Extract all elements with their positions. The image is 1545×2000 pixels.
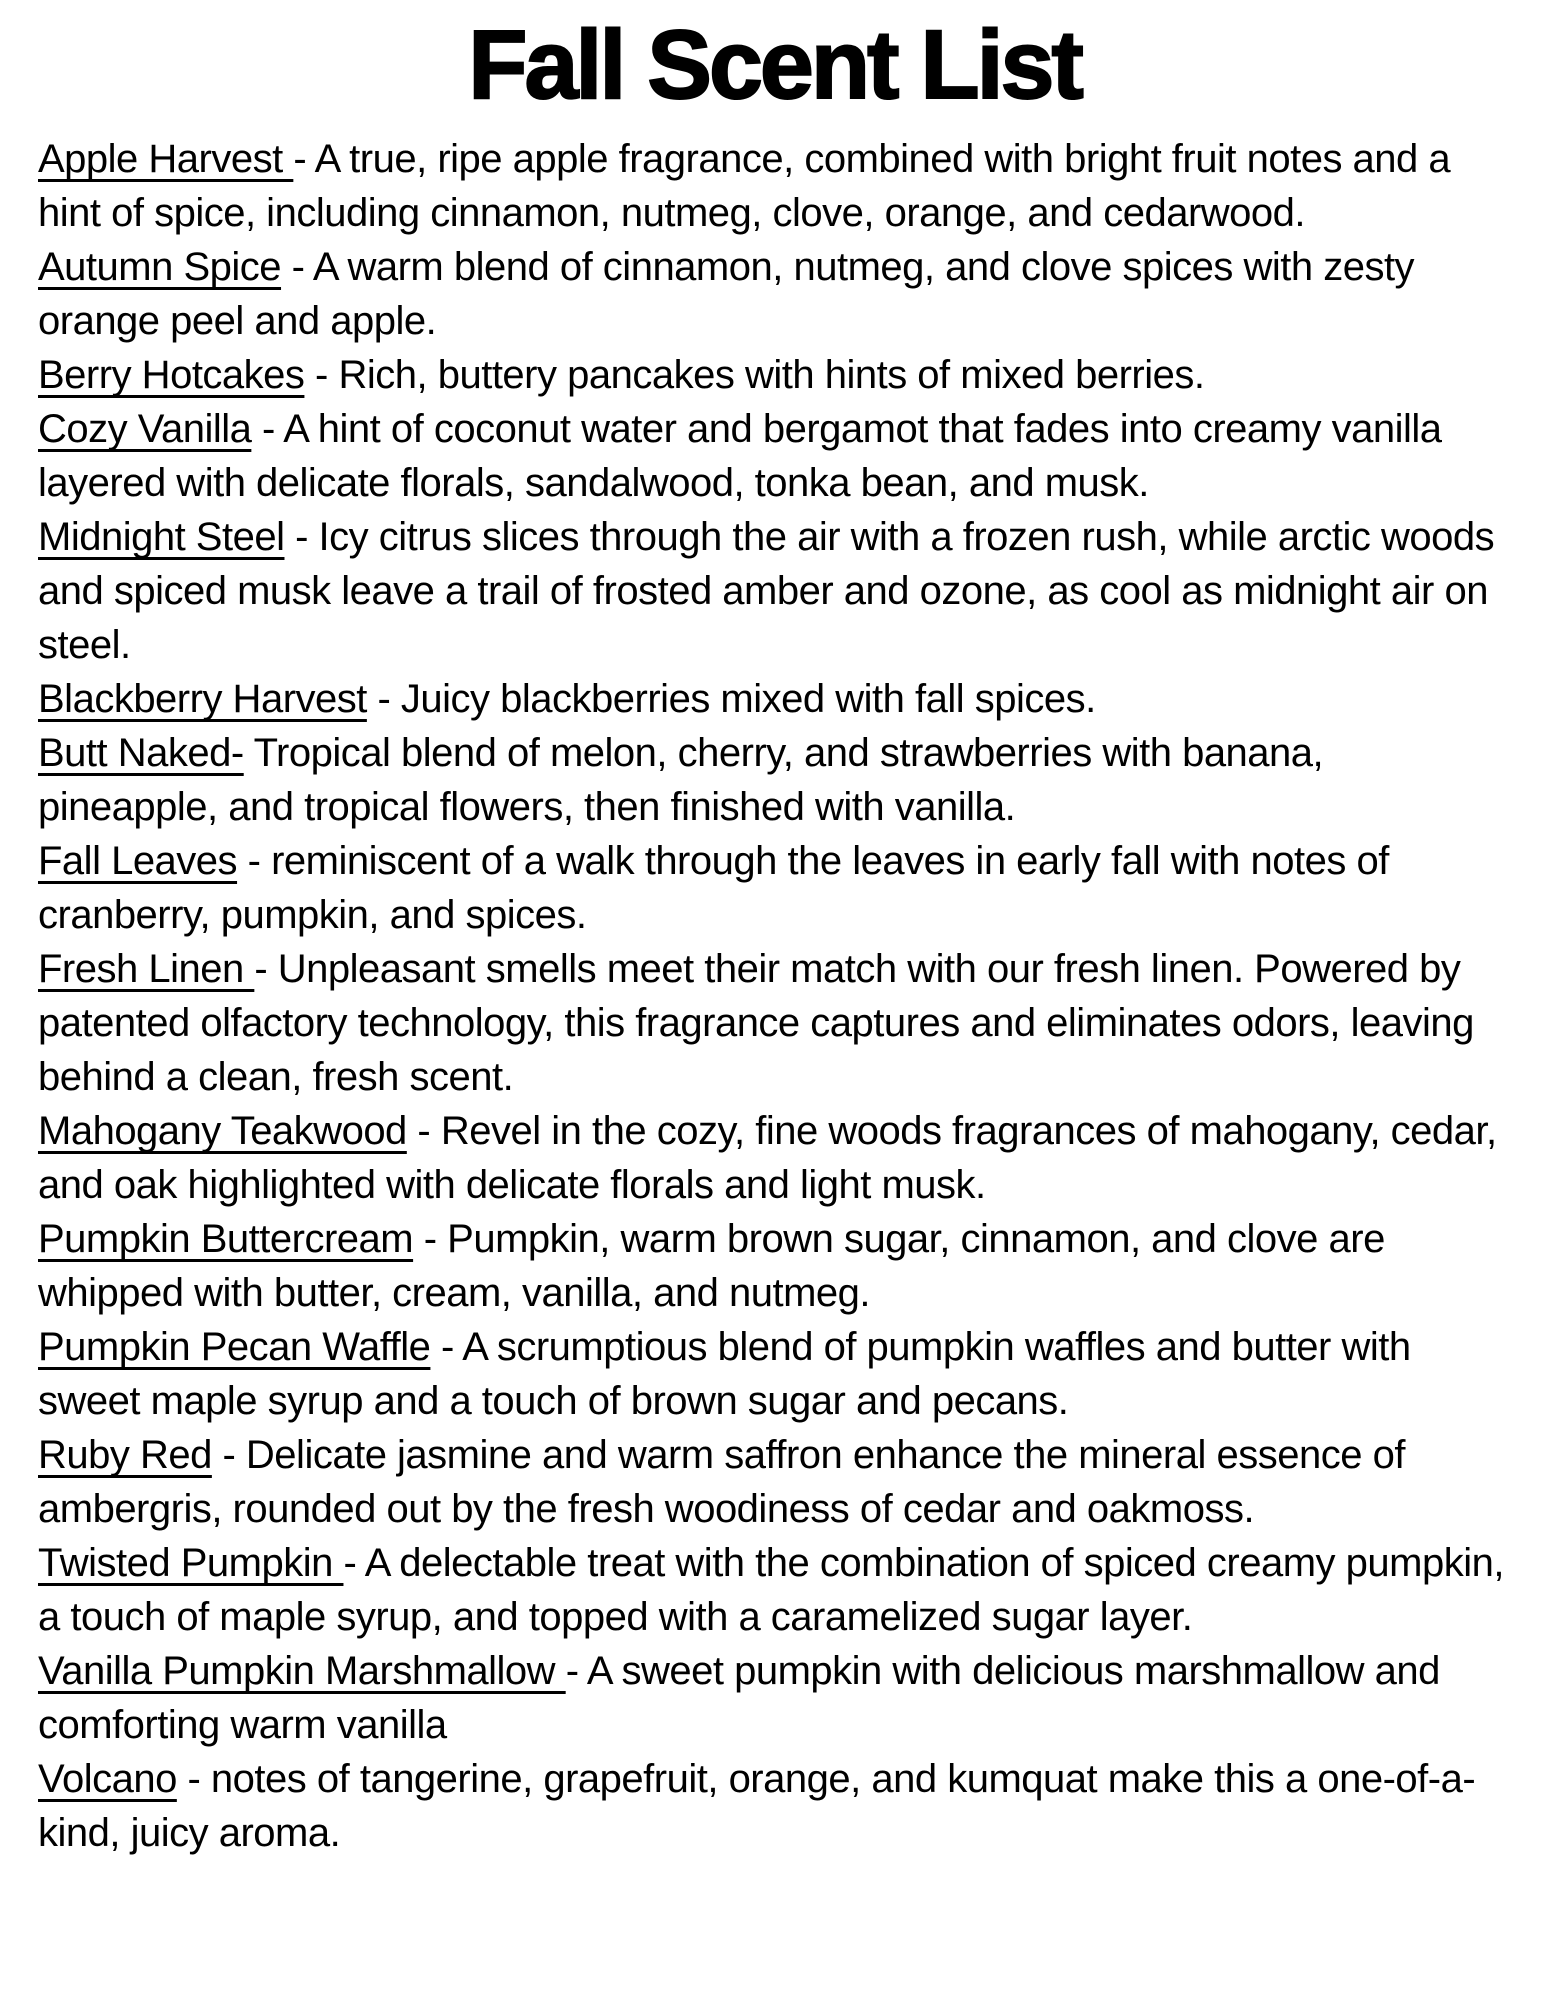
scent-name: Apple Harvest — [38, 136, 294, 181]
scent-entry — [38, 1320, 1511, 1428]
scent-name: Twisted Pumpkin — [38, 1540, 344, 1585]
scent-entry — [38, 726, 1511, 834]
scent-separator: - — [343, 1540, 365, 1585]
scent-name: Midnight Steel — [38, 514, 285, 559]
scent-separator: - — [413, 1216, 448, 1261]
scent-description: Pumpkin, warm brown sugar, cinnamon, and clove are whipped with butter, cream, vanilla, and nutmeg. — [38, 1216, 1396, 1315]
scent-separator: - — [430, 1324, 463, 1369]
scent-entry — [38, 1752, 1511, 1860]
scent-name: Vanilla Pumpkin Marshmallow — [38, 1648, 566, 1693]
scent-separator: - — [254, 946, 278, 991]
scent-name: Ruby Red — [38, 1432, 212, 1477]
scent-name: Butt Naked- — [38, 730, 244, 775]
scent-description: Icy citrus slices through the air with a frozen rush, while arctic woods and spiced musk leave a trail of frosted amber and ozone, as cool as midnight air on steel. — [38, 514, 1505, 667]
scent-name: Cozy Vanilla — [38, 406, 252, 451]
scent-name: Fresh Linen — [38, 946, 255, 991]
scent-separator: - — [281, 244, 313, 289]
scent-name: Pumpkin Buttercream — [38, 1216, 414, 1261]
scent-entry — [38, 1104, 1511, 1212]
scent-description: A warm blend of cinnamon, nutmeg, and clove spices with zesty orange peel and apple. — [38, 244, 1425, 343]
scent-entry — [38, 1428, 1511, 1536]
scent-separator: - — [293, 136, 315, 181]
scent-separator: - — [176, 1756, 211, 1801]
scent-entry — [38, 402, 1511, 510]
scent-entry — [38, 1212, 1511, 1320]
scent-description: Unpleasant smells meet their match with our fresh linen. Powered by patented olfactory technology, this fragrance captures and eliminates odors, leaving behind a clean, fresh scent. — [38, 946, 1485, 1099]
scent-entry — [38, 348, 1511, 402]
scent-separator: - — [406, 1108, 441, 1153]
scent-description: A true, ripe apple fragrance, combined with bright fruit notes and a hint of spice, including cinnamon, nutmeg, clove, orange, and cedarwood. — [38, 136, 1461, 235]
scent-description: reminiscent of a walk through the leaves in early fall with notes of cranberry, pumpkin, and spices. — [38, 838, 1400, 937]
scent-name: Volcano — [38, 1756, 177, 1801]
scent-separator: - — [251, 406, 284, 451]
scent-name: Fall Leaves — [38, 838, 238, 883]
scent-description: notes of tangerine, grapefruit, orange, and kumquat make this a one-of-a-kind, juicy aroma. — [38, 1756, 1476, 1855]
scent-name: Pumpkin Pecan Waffle — [38, 1324, 431, 1369]
scent-separator: - — [237, 838, 272, 883]
scent-entry — [38, 1644, 1511, 1752]
scent-name: Berry Hotcakes — [38, 352, 305, 397]
scent-name: Autumn Spice — [38, 244, 282, 289]
scent-name: Blackberry Harvest — [38, 676, 367, 721]
scent-description: A hint of coconut water and bergamot that fades into creamy vanilla layered with delicate florals, sandalwood, tonka bean, and musk. — [38, 406, 1453, 505]
scent-entry — [38, 1536, 1515, 1644]
scent-entry — [38, 240, 1511, 348]
scent-name: Mahogany Teakwood — [38, 1108, 407, 1153]
scent-entry — [38, 672, 1511, 726]
scent-description: A scrumptious blend of pumpkin waffles and butter with sweet maple syrup and a touch of brown sugar and pecans. — [38, 1324, 1422, 1423]
scent-description: A sweet pumpkin with delicious marshmallow and comforting warm vanilla — [38, 1648, 1451, 1747]
scent-separator: - — [284, 514, 319, 559]
scent-description: Rich, buttery pancakes with hints of mixed berries. — [338, 352, 1205, 397]
scent-list — [38, 132, 1515, 1860]
scent-description: A delectable treat with the combination of spiced creamy pumpkin, a touch of maple syrup, and topped with a caramelized sugar layer. — [38, 1540, 1515, 1639]
scent-entry — [38, 132, 1511, 240]
scent-separator: - — [211, 1432, 246, 1477]
scent-description: Revel in the cozy, fine woods fragrances of mahogany, cedar, and oak highlighted with delicate florals and light musk. — [38, 1108, 1508, 1207]
scent-separator: - — [366, 676, 401, 721]
scent-entry — [38, 510, 1511, 672]
scent-separator: - — [565, 1648, 587, 1693]
scent-entry — [38, 942, 1511, 1104]
page-title: Fall Scent List — [468, 10, 1081, 119]
scent-description: Tropical blend of melon, cherry, and strawberries with banana, pineapple, and tropical flowers, then finished with vanilla. — [38, 730, 1334, 829]
scent-description: Juicy blackberries mixed with fall spices. — [400, 676, 1096, 721]
scent-entry — [38, 834, 1511, 942]
scent-description: Delicate jasmine and warm saffron enhance the mineral essence of ambergris, rounded out by the fresh woodiness of cedar and oakmoss. — [38, 1432, 1416, 1531]
scent-separator — [244, 731, 254, 775]
scent-separator: - — [304, 352, 339, 397]
